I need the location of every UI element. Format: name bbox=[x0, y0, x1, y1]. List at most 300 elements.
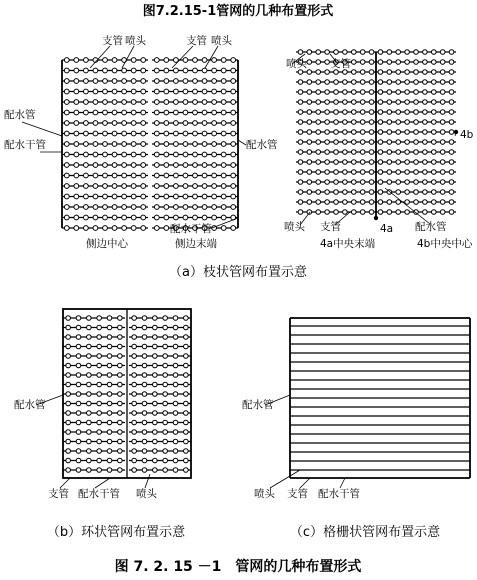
a-right-sub-caption-4a: 4a中央末端 bbox=[320, 238, 376, 250]
sprinkler-nozzle bbox=[212, 152, 217, 157]
sprinkler-nozzle bbox=[118, 382, 123, 387]
sprinkler-nozzle bbox=[221, 194, 226, 199]
sprinkler-nozzle bbox=[74, 79, 79, 84]
sprinkler-nozzle bbox=[184, 439, 189, 444]
sprinkler-nozzle bbox=[122, 68, 127, 73]
sprinkler-nozzle bbox=[316, 170, 321, 175]
sprinkler-nozzle bbox=[325, 140, 330, 145]
sprinkler-nozzle bbox=[202, 205, 207, 210]
sprinkler-nozzle bbox=[423, 210, 428, 215]
sprinkler-nozzle bbox=[76, 430, 81, 435]
sprinkler-nozzle bbox=[396, 80, 401, 85]
c-distribution-label: 配水管 bbox=[242, 399, 274, 411]
sprinkler-nozzle bbox=[164, 173, 169, 178]
leader-a-left-branch bbox=[90, 46, 110, 68]
sprinkler-nozzle bbox=[66, 392, 71, 397]
sprinkler-nozzle bbox=[132, 430, 137, 435]
sprinkler-nozzle bbox=[431, 100, 436, 105]
sprinkler-nozzle bbox=[153, 411, 158, 416]
sprinkler-nozzle bbox=[66, 335, 71, 340]
sprinkler-nozzle bbox=[193, 79, 198, 84]
sprinkler-nozzle bbox=[132, 373, 137, 378]
a-right-marker-4b: 4b bbox=[460, 129, 474, 141]
sprinkler-nozzle bbox=[122, 173, 127, 178]
sprinkler-nozzle bbox=[164, 184, 169, 189]
sprinkler-nozzle bbox=[231, 163, 236, 168]
sprinkler-nozzle bbox=[360, 110, 365, 115]
sprinkler-nozzle bbox=[449, 160, 454, 165]
sprinkler-nozzle bbox=[221, 89, 226, 94]
sprinkler-nozzle bbox=[343, 180, 348, 185]
sprinkler-nozzle bbox=[351, 100, 356, 105]
sprinkler-nozzle bbox=[378, 160, 383, 165]
sprinkler-nozzle bbox=[154, 131, 159, 136]
a-mid-sub-caption: 侧边末端 bbox=[175, 238, 217, 250]
sprinkler-nozzle bbox=[202, 184, 207, 189]
sprinkler-nozzle bbox=[132, 439, 137, 444]
sprinkler-nozzle bbox=[212, 173, 217, 178]
sprinkler-nozzle bbox=[334, 130, 339, 135]
sprinkler-nozzle bbox=[360, 160, 365, 165]
sprinkler-nozzle bbox=[334, 110, 339, 115]
sprinkler-nozzle bbox=[307, 50, 312, 55]
sprinkler-nozzle bbox=[298, 160, 303, 165]
sprinkler-nozzle bbox=[387, 130, 392, 135]
sprinkler-nozzle bbox=[316, 60, 321, 65]
sprinkler-nozzle bbox=[423, 110, 428, 115]
sprinkler-nozzle bbox=[76, 468, 81, 473]
sprinkler-nozzle bbox=[231, 152, 236, 157]
sprinkler-nozzle bbox=[118, 468, 123, 473]
sprinkler-nozzle bbox=[183, 215, 188, 220]
sprinkler-nozzle bbox=[378, 210, 383, 215]
sprinkler-nozzle bbox=[74, 121, 79, 126]
sprinkler-nozzle bbox=[74, 152, 79, 157]
sprinkler-nozzle bbox=[107, 430, 112, 435]
sprinkler-nozzle bbox=[351, 140, 356, 145]
sprinkler-nozzle bbox=[66, 411, 71, 416]
sprinkler-nozzle bbox=[87, 449, 92, 454]
sprinkler-nozzle bbox=[325, 160, 330, 165]
b-branch-label: 支管 bbox=[48, 488, 69, 500]
sprinkler-nozzle bbox=[184, 354, 189, 359]
sprinkler-nozzle bbox=[173, 430, 178, 435]
sprinkler-nozzle bbox=[378, 100, 383, 105]
sprinkler-nozzle bbox=[83, 79, 88, 84]
sprinkler-nozzle bbox=[83, 131, 88, 136]
sprinkler-nozzle bbox=[97, 354, 102, 359]
sprinkler-nozzle bbox=[153, 439, 158, 444]
leader-a-mid-distribution bbox=[238, 140, 246, 145]
sprinkler-nozzle bbox=[64, 194, 69, 199]
sprinkler-nozzle bbox=[107, 420, 112, 425]
sprinkler-nozzle bbox=[212, 215, 217, 220]
sprinkler-nozzle bbox=[414, 90, 419, 95]
sprinkler-nozzle bbox=[231, 184, 236, 189]
sprinkler-nozzle bbox=[423, 130, 428, 135]
sprinkler-nozzle bbox=[132, 420, 137, 425]
sprinkler-nozzle bbox=[193, 194, 198, 199]
a-left-distribution-label: 配水管 bbox=[4, 109, 36, 121]
sprinkler-nozzle bbox=[153, 458, 158, 463]
sprinkler-nozzle bbox=[118, 354, 123, 359]
panel-c-caption: （c）格栅状管网布置示意 bbox=[289, 525, 441, 540]
sprinkler-nozzle bbox=[131, 215, 136, 220]
sprinkler-nozzle bbox=[369, 190, 374, 195]
sprinkler-nozzle bbox=[64, 110, 69, 115]
sprinkler-nozzle bbox=[184, 401, 189, 406]
sprinkler-nozzle bbox=[378, 180, 383, 185]
sprinkler-nozzle bbox=[387, 170, 392, 175]
sprinkler-nozzle bbox=[193, 110, 198, 115]
sprinkler-nozzle bbox=[97, 411, 102, 416]
sprinkler-nozzle bbox=[141, 121, 146, 126]
sprinkler-nozzle bbox=[131, 89, 136, 94]
sprinkler-nozzle bbox=[307, 160, 312, 165]
sprinkler-nozzle bbox=[449, 120, 454, 125]
sprinkler-nozzle bbox=[221, 58, 226, 63]
c-branch-label: 支管 bbox=[287, 488, 308, 500]
sprinkler-nozzle bbox=[173, 110, 178, 115]
sprinkler-nozzle bbox=[231, 173, 236, 178]
sprinkler-nozzle bbox=[378, 170, 383, 175]
sprinkler-nozzle bbox=[440, 70, 445, 75]
sprinkler-nozzle bbox=[351, 180, 356, 185]
sprinkler-nozzle bbox=[351, 80, 356, 85]
sprinkler-nozzle bbox=[221, 152, 226, 157]
sprinkler-nozzle bbox=[131, 194, 136, 199]
sprinkler-nozzle bbox=[142, 392, 147, 397]
sprinkler-nozzle bbox=[122, 226, 127, 231]
sprinkler-nozzle bbox=[83, 184, 88, 189]
sprinkler-nozzle bbox=[183, 163, 188, 168]
sprinkler-nozzle bbox=[307, 150, 312, 155]
sprinkler-nozzle bbox=[440, 100, 445, 105]
sprinkler-nozzle bbox=[184, 335, 189, 340]
sprinkler-nozzle bbox=[112, 142, 117, 147]
sprinkler-nozzle bbox=[307, 170, 312, 175]
sprinkler-nozzle bbox=[387, 90, 392, 95]
sprinkler-nozzle bbox=[163, 430, 168, 435]
sprinkler-nozzle bbox=[334, 80, 339, 85]
sprinkler-nozzle bbox=[118, 325, 123, 330]
sprinkler-nozzle bbox=[164, 163, 169, 168]
sprinkler-nozzle bbox=[378, 60, 383, 65]
sprinkler-nozzle bbox=[118, 363, 123, 368]
sprinkler-nozzle bbox=[369, 180, 374, 185]
sprinkler-nozzle bbox=[423, 50, 428, 55]
sprinkler-nozzle bbox=[193, 68, 198, 73]
sprinkler-nozzle bbox=[184, 420, 189, 425]
leader-b-main bbox=[95, 478, 110, 488]
sprinkler-nozzle bbox=[431, 200, 436, 205]
sprinkler-nozzle bbox=[141, 89, 146, 94]
sprinkler-nozzle bbox=[93, 215, 98, 220]
sprinkler-nozzle bbox=[440, 90, 445, 95]
sprinkler-nozzle bbox=[107, 468, 112, 473]
sprinkler-nozzle bbox=[64, 100, 69, 105]
sprinkler-nozzle bbox=[360, 60, 365, 65]
sprinkler-nozzle bbox=[449, 50, 454, 55]
sprinkler-nozzle bbox=[93, 205, 98, 210]
sprinkler-nozzle bbox=[164, 131, 169, 136]
sprinkler-nozzle bbox=[414, 80, 419, 85]
sprinkler-nozzle bbox=[154, 184, 159, 189]
sprinkler-nozzle bbox=[231, 142, 236, 147]
sprinkler-nozzle bbox=[107, 439, 112, 444]
sprinkler-nozzle bbox=[64, 131, 69, 136]
sprinkler-nozzle bbox=[107, 344, 112, 349]
sprinkler-nozzle bbox=[132, 325, 137, 330]
b-main-label: 配水干管 bbox=[78, 488, 120, 500]
sprinkler-nozzle bbox=[103, 152, 108, 157]
sprinkler-nozzle bbox=[118, 430, 123, 435]
sprinkler-nozzle bbox=[173, 401, 178, 406]
sprinkler-nozzle bbox=[298, 90, 303, 95]
sprinkler-nozzle bbox=[64, 89, 69, 94]
sprinkler-nozzle bbox=[396, 100, 401, 105]
sprinkler-nozzle bbox=[154, 205, 159, 210]
sprinkler-nozzle bbox=[183, 68, 188, 73]
sprinkler-nozzle bbox=[307, 210, 312, 215]
a-left-branch-label: 支管 bbox=[102, 35, 123, 47]
sprinkler-nozzle bbox=[405, 180, 410, 185]
sprinkler-nozzle bbox=[142, 363, 147, 368]
sprinkler-nozzle bbox=[183, 100, 188, 105]
sprinkler-nozzle bbox=[431, 210, 436, 215]
sprinkler-nozzle bbox=[112, 131, 117, 136]
sprinkler-nozzle bbox=[142, 439, 147, 444]
sprinkler-nozzle bbox=[325, 200, 330, 205]
sprinkler-nozzle bbox=[164, 68, 169, 73]
sprinkler-nozzle bbox=[74, 131, 79, 136]
sprinkler-nozzle bbox=[112, 194, 117, 199]
sprinkler-nozzle bbox=[387, 100, 392, 105]
sprinkler-nozzle bbox=[112, 226, 117, 231]
sprinkler-nozzle bbox=[202, 121, 207, 126]
sprinkler-nozzle bbox=[87, 363, 92, 368]
leader-b-branch bbox=[60, 478, 70, 488]
sprinkler-nozzle bbox=[387, 70, 392, 75]
sprinkler-nozzle bbox=[202, 215, 207, 220]
sprinkler-nozzle bbox=[193, 58, 198, 63]
sprinkler-nozzle bbox=[221, 184, 226, 189]
sprinkler-nozzle bbox=[343, 120, 348, 125]
sprinkler-nozzle bbox=[122, 121, 127, 126]
sprinkler-nozzle bbox=[396, 180, 401, 185]
sprinkler-nozzle bbox=[141, 79, 146, 84]
a-right-nozzle-label-bottom: 喷头 bbox=[284, 221, 305, 233]
a-mid-branch-label: 支管 bbox=[186, 35, 207, 47]
sprinkler-nozzle bbox=[173, 458, 178, 463]
sprinkler-nozzle bbox=[231, 121, 236, 126]
sprinkler-nozzle bbox=[431, 70, 436, 75]
sprinkler-nozzle bbox=[83, 110, 88, 115]
leader-a-mid-branch bbox=[172, 46, 193, 68]
sprinkler-nozzle bbox=[64, 184, 69, 189]
sprinkler-nozzle bbox=[334, 200, 339, 205]
sprinkler-nozzle bbox=[431, 140, 436, 145]
sprinkler-nozzle bbox=[334, 100, 339, 105]
sprinkler-nozzle bbox=[423, 100, 428, 105]
sprinkler-nozzle bbox=[132, 316, 137, 321]
sprinkler-nozzle bbox=[153, 430, 158, 435]
sprinkler-nozzle bbox=[164, 121, 169, 126]
sprinkler-nozzle bbox=[141, 142, 146, 147]
sprinkler-nozzle bbox=[212, 184, 217, 189]
sprinkler-nozzle bbox=[122, 89, 127, 94]
sprinkler-nozzle bbox=[97, 458, 102, 463]
sprinkler-nozzle bbox=[103, 194, 108, 199]
sprinkler-nozzle bbox=[360, 170, 365, 175]
sprinkler-nozzle bbox=[316, 80, 321, 85]
sprinkler-nozzle bbox=[141, 215, 146, 220]
sprinkler-nozzle bbox=[405, 70, 410, 75]
sprinkler-nozzle bbox=[97, 430, 102, 435]
sprinkler-nozzle bbox=[112, 100, 117, 105]
sprinkler-nozzle bbox=[378, 120, 383, 125]
sprinkler-nozzle bbox=[184, 316, 189, 321]
sprinkler-nozzle bbox=[396, 90, 401, 95]
sprinkler-nozzle bbox=[334, 50, 339, 55]
sprinkler-nozzle bbox=[154, 142, 159, 147]
sprinkler-nozzle bbox=[142, 325, 147, 330]
sprinkler-nozzle bbox=[298, 140, 303, 145]
sprinkler-nozzle bbox=[378, 190, 383, 195]
sprinkler-nozzle bbox=[183, 89, 188, 94]
sprinkler-nozzle bbox=[132, 382, 137, 387]
sprinkler-nozzle bbox=[93, 152, 98, 157]
sprinkler-nozzle bbox=[173, 194, 178, 199]
sprinkler-nozzle bbox=[334, 210, 339, 215]
sprinkler-nozzle bbox=[118, 458, 123, 463]
sprinkler-nozzle bbox=[351, 210, 356, 215]
sprinkler-nozzle bbox=[142, 449, 147, 454]
sprinkler-nozzle bbox=[343, 100, 348, 105]
sprinkler-nozzle bbox=[103, 173, 108, 178]
sprinkler-nozzle bbox=[118, 411, 123, 416]
sprinkler-nozzle bbox=[369, 200, 374, 205]
sprinkler-nozzle bbox=[97, 392, 102, 397]
sprinkler-nozzle bbox=[93, 79, 98, 84]
sprinkler-nozzle bbox=[184, 344, 189, 349]
leader-a-left-nozzle bbox=[122, 46, 134, 68]
sprinkler-nozzle bbox=[343, 210, 348, 215]
sprinkler-nozzle bbox=[64, 68, 69, 73]
sprinkler-nozzle bbox=[153, 316, 158, 321]
sprinkler-nozzle bbox=[107, 401, 112, 406]
sprinkler-nozzle bbox=[153, 468, 158, 473]
sprinkler-nozzle bbox=[83, 58, 88, 63]
sprinkler-nozzle bbox=[141, 68, 146, 73]
sprinkler-nozzle bbox=[193, 163, 198, 168]
sprinkler-nozzle bbox=[83, 142, 88, 147]
sprinkler-nozzle bbox=[325, 150, 330, 155]
sprinkler-nozzle bbox=[378, 70, 383, 75]
sprinkler-nozzle bbox=[103, 121, 108, 126]
a-right-nozzle-label-top: 喷头 bbox=[286, 58, 307, 70]
sprinkler-nozzle bbox=[231, 226, 236, 231]
sprinkler-nozzle bbox=[154, 226, 159, 231]
sprinkler-nozzle bbox=[202, 58, 207, 63]
sprinkler-nozzle bbox=[154, 121, 159, 126]
sprinkler-nozzle bbox=[423, 80, 428, 85]
sprinkler-nozzle bbox=[369, 90, 374, 95]
sprinkler-nozzle bbox=[202, 131, 207, 136]
sprinkler-nozzle bbox=[307, 90, 312, 95]
sprinkler-nozzle bbox=[414, 160, 419, 165]
sprinkler-nozzle bbox=[396, 110, 401, 115]
sprinkler-nozzle bbox=[440, 60, 445, 65]
sprinkler-nozzle bbox=[112, 152, 117, 157]
sprinkler-nozzle bbox=[334, 190, 339, 195]
sprinkler-nozzle bbox=[414, 180, 419, 185]
sprinkler-nozzle bbox=[414, 60, 419, 65]
sprinkler-nozzle bbox=[74, 173, 79, 178]
sprinkler-nozzle bbox=[307, 110, 312, 115]
sprinkler-nozzle bbox=[97, 439, 102, 444]
sprinkler-nozzle bbox=[163, 411, 168, 416]
sprinkler-nozzle bbox=[183, 184, 188, 189]
panel-a-caption: （a）枝状管网布置示意 bbox=[169, 265, 307, 280]
sprinkler-nozzle bbox=[360, 100, 365, 105]
sprinkler-nozzle bbox=[76, 373, 81, 378]
sprinkler-nozzle bbox=[118, 439, 123, 444]
sprinkler-nozzle bbox=[153, 335, 158, 340]
sprinkler-nozzle bbox=[83, 121, 88, 126]
sprinkler-nozzle bbox=[83, 205, 88, 210]
sprinkler-nozzle bbox=[173, 121, 178, 126]
panel-b-caption: （b）环状管网布置示意 bbox=[46, 525, 186, 540]
sprinkler-nozzle bbox=[131, 173, 136, 178]
sprinkler-nozzle bbox=[325, 70, 330, 75]
sprinkler-nozzle bbox=[369, 110, 374, 115]
sprinkler-nozzle bbox=[298, 100, 303, 105]
sprinkler-nozzle bbox=[193, 142, 198, 147]
sprinkler-nozzle bbox=[83, 68, 88, 73]
sprinkler-nozzle bbox=[360, 130, 365, 135]
sprinkler-nozzle bbox=[154, 173, 159, 178]
sprinkler-nozzle bbox=[387, 160, 392, 165]
sprinkler-nozzle bbox=[74, 142, 79, 147]
sprinkler-nozzle bbox=[414, 170, 419, 175]
sprinkler-nozzle bbox=[440, 80, 445, 85]
sprinkler-nozzle bbox=[107, 335, 112, 340]
a-left-nozzle-label: 喷头 bbox=[125, 35, 146, 47]
sprinkler-nozzle bbox=[118, 316, 123, 321]
sprinkler-nozzle bbox=[183, 121, 188, 126]
sprinkler-nozzle bbox=[112, 205, 117, 210]
sprinkler-nozzle bbox=[405, 130, 410, 135]
sprinkler-nozzle bbox=[231, 68, 236, 73]
sprinkler-nozzle bbox=[66, 316, 71, 321]
sprinkler-nozzle bbox=[405, 170, 410, 175]
sprinkler-nozzle bbox=[396, 160, 401, 165]
sprinkler-nozzle bbox=[164, 58, 169, 63]
leader-c-main bbox=[340, 478, 345, 488]
sprinkler-nozzle bbox=[405, 120, 410, 125]
sprinkler-nozzle bbox=[343, 160, 348, 165]
sprinkler-nozzle bbox=[122, 110, 127, 115]
leader-a-left-distribution bbox=[22, 122, 62, 136]
sprinkler-nozzle bbox=[423, 140, 428, 145]
sprinkler-nozzle bbox=[184, 430, 189, 435]
sprinkler-nozzle bbox=[307, 140, 312, 145]
sprinkler-nozzle bbox=[142, 458, 147, 463]
sprinkler-nozzle bbox=[76, 420, 81, 425]
sprinkler-nozzle bbox=[387, 180, 392, 185]
sprinkler-nozzle bbox=[440, 180, 445, 185]
